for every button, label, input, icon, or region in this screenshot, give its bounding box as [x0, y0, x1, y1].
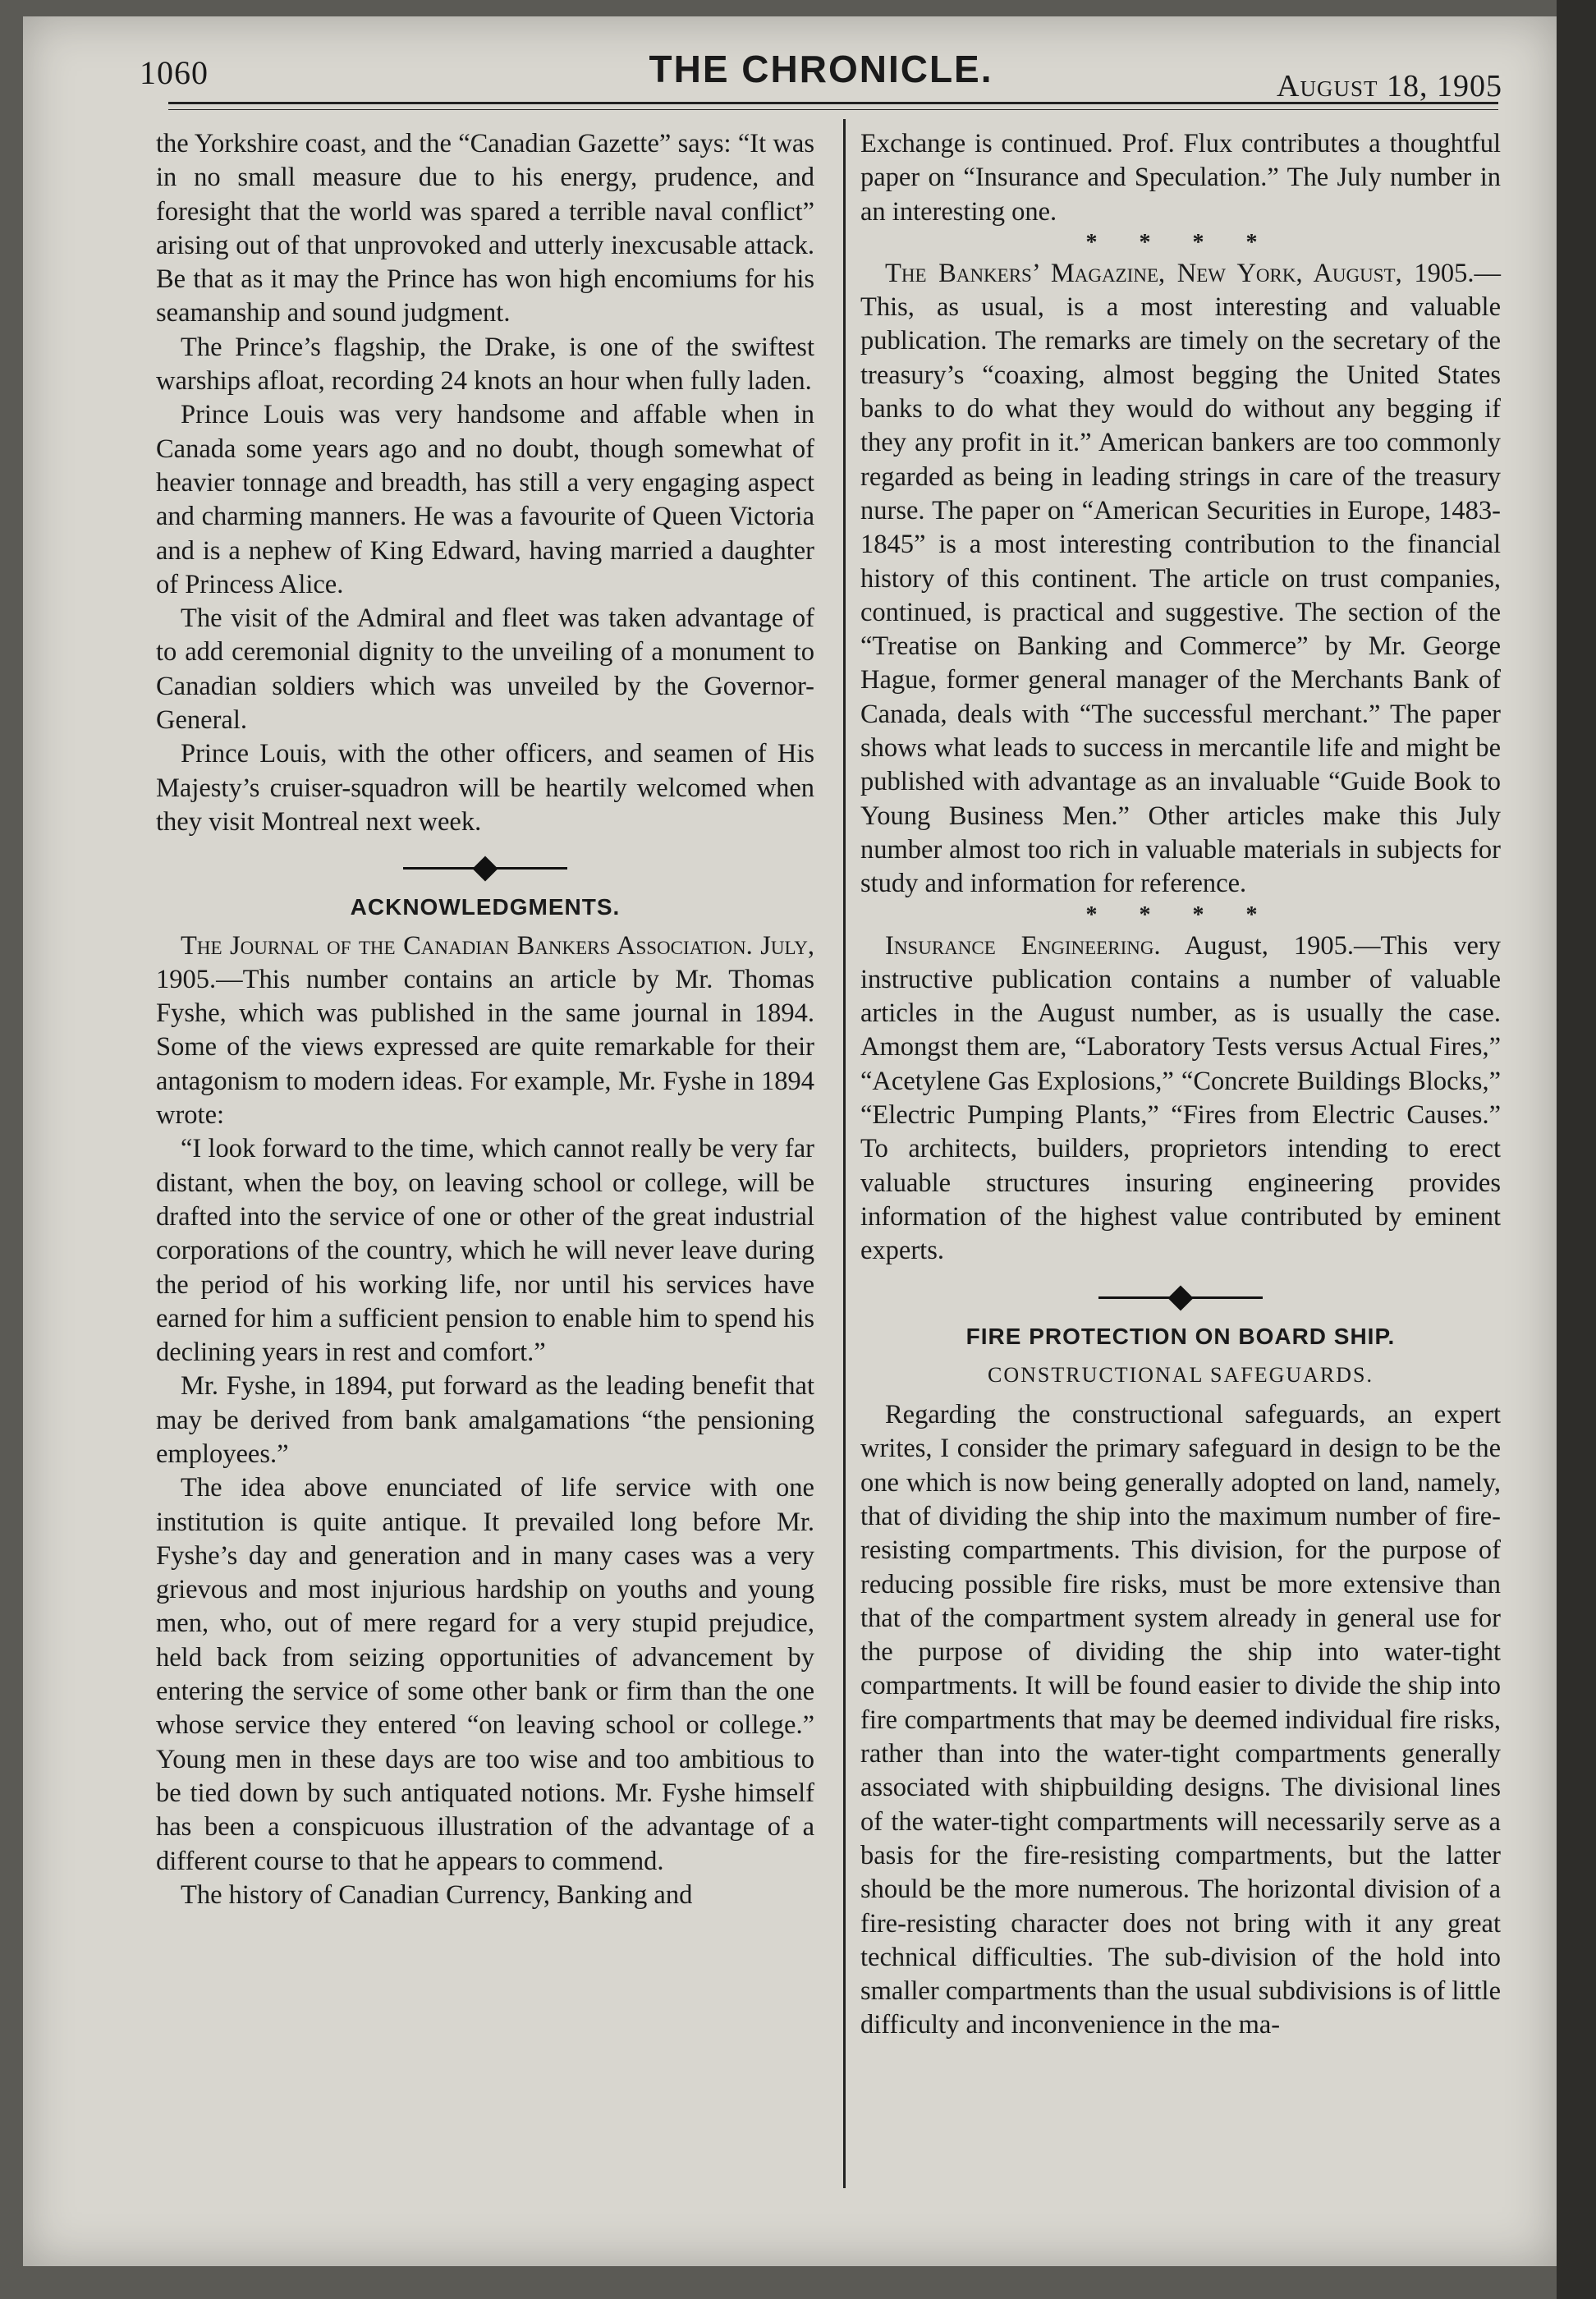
- publication-title: THE CHRONICLE.: [649, 48, 993, 90]
- paragraph: The history of Canadian Currency, Banking and: [181, 1879, 693, 1910]
- block-quote: “I look forward to the time, which cannot really be very far distant, when the boy, on leaving school or college, will be drafted into the service of one or other of the great industrial corporations of the country, which he will never leave during the period of his working life, nor until his services have earned for him a sufficient pension to enable him to spend his declining years in rest and comfort.”: [156, 1134, 814, 1368]
- paragraph: The visit of the Admiral and fleet was taken advantage of to add ceremonial dignity to the unveiling of a monument to Canadian soldiers which was unveiled by the Governor-General.: [156, 603, 814, 736]
- paragraph: Prince Louis, with the other officers, and seamen of His Majesty’s cruiser-squadron will be heartily welcomed when they visit Montreal next week.: [156, 739, 814, 837]
- paragraph: the Yorkshire coast, and the “Canadian Gazette” says: “It was in no small measure due to his energy, prudence, and foresight that the world was spared a terrible naval conflict” arising out of that unprovoked and utterly inexcusable attack. Be that as it may the Prince has won high encomiums for his seamanship and sound judgment.: [156, 129, 814, 328]
- paragraph-body: —This, as usual, is a most interesting and valuable publication. The remarks are timely on the secretary of the treasury’s “coaxing, almost begging the United States banks to do what they would do without any begging if they any profit in it.” American bankers are too commonly regarded as being in leading strings in care of the treasury nurse. The paper on “American Securities in Europe, 1483-1845” is a most interesting contribution to the financial history of this continent. The article on trust companies, continued, is practical and suggestive. The section of the “Treatise on Banking and Commerce” by Mr. George Hague, former general manager of the Merchants Bank of Canada, deals with “The successful merchant.” The paper shows what leads to success in mercantile life and might be published with advantage as an invaluable “Guide Book to Young Business Men.” Other articles make this July number almost too rich in valuable materials in subjects for study and information for reference.: [860, 258, 1501, 899]
- section-subheading: CONSTRUCTIONAL SAFEGUARDS.: [988, 1362, 1374, 1387]
- section-separator-stars: * * * *: [1085, 902, 1276, 928]
- left-column: [156, 127, 814, 1912]
- publication-name: Insurance Engineering.: [885, 930, 1161, 961]
- paragraph: [860, 257, 1501, 902]
- header-rule-thin: [168, 109, 1498, 110]
- paragraph: [860, 929, 1501, 1269]
- paragraph: Prince Louis was very handsome and affable when in Canada some years ago and no doubt, though somewhat of heavier tonnage and breadth, has still a very engaging aspect and charming manners. He was a favourite of Queen Victoria and is a nephew of King Edward, having married a daughter of Princess Alice.: [156, 400, 814, 599]
- paragraph-body: August, 1905.—This very instructive publication contains a number of valuable articles in the August number, as is usually the case. Amongst them are, “Laboratory Tests versus Actual Fires,” “Acetylene Gas Explosions,” “Concrete Buildings Blocks,” “Electric Pumping Plants,” “Fires from Electric Causes.” To architects, builders, proprietors intending to erect valuable structures insuring engineering provides information of the highest value contributed by eminent experts.: [860, 930, 1501, 1266]
- paragraph: Mr. Fyshe, in 1894, put forward as the leading benefit that may be derived from bank amalgamations “the pensioning employees.”: [156, 1371, 814, 1469]
- paragraph: [156, 929, 814, 1133]
- publication-name: The Bankers’ Magazine, New York, August, 1905.: [885, 258, 1474, 288]
- issue-date: August 18, 1905: [1277, 69, 1502, 103]
- section-heading: ACKNOWLEDGMENTS.: [350, 894, 621, 920]
- page-header: [140, 45, 1502, 111]
- page-number: 1060: [140, 54, 209, 91]
- section-separator-stars: * * * *: [1085, 229, 1276, 255]
- right-column: [860, 127, 1501, 2043]
- header-rule: [168, 102, 1498, 104]
- paragraph: Regarding the constructional safeguards, an expert writes, I consider the primary safeguard in design to be the one which is now being generally adopted on land, namely, that of dividing the ship into the maximum number of fire-resisting compartments. This division, for the purpose of reducing possible fire risks, must be more extensive than that of the compartment system already in general use for the purpose of dividing the ship into water-tight compartments. It will be found easier to divide the ship into fire compartments that may be deemed individual fire risks, rather than into the water-tight compartments generally associated with shipbuilding designs. The divisional lines of the water-tight compartments will necessarily serve as a basis for the fire-resisting compartments, but the latter should be the more numerous. The horizontal division of a fire-resisting character does not bring with it any great technical difficulties. The sub-division of the hold into smaller compartments than the usual subdivisions is of little difficulty and inconvenience in the ma-: [860, 1400, 1501, 2040]
- publication-name: The Journal of the Canadian Bankers Association. July, 1905.: [156, 930, 814, 994]
- page-edge-shadow: [1557, 0, 1596, 2299]
- column-divider: [843, 119, 846, 2188]
- section-ornament: [156, 852, 814, 883]
- paragraph: The Prince’s flagship, the Drake, is one of the swiftest warships afloat, recording 24 knots an hour when fully laden.: [156, 332, 814, 397]
- paragraph: The idea above enunciated of life service with one institution is quite antique. It prevailed long before Mr. Fyshe’s day and generation and in many cases was a very grievous and most injurious hardship on youths and young men, who, out of mere regard for a very stupid prejudice, held back from seizing opportunities of advancement by entering the service of some other bank or firm than the one whose service they entered “on leaving school or college.” Young men in these days are too wise and too ambitious to be tied down by such antiquated notions. Mr. Fyshe himself has been a conspicuous illustration of the advantage of a different course to that he appears to commend.: [156, 1473, 814, 1876]
- section-heading: FIRE PROTECTION ON BOARD SHIP.: [965, 1323, 1396, 1349]
- paragraph: Exchange is continued. Prof. Flux contributes a thoughtful paper on “Insurance and Speculation.” The July number in an interesting one.: [860, 129, 1501, 227]
- paragraph-body: —This number contains an article by Mr. Thomas Fyshe, which was published in the same journal in 1894. Some of the views expressed are quite remarkable for their antagonism to modern ideas. For example, Mr. Fyshe in 1894 wrote:: [156, 964, 814, 1131]
- section-ornament: [860, 1282, 1501, 1313]
